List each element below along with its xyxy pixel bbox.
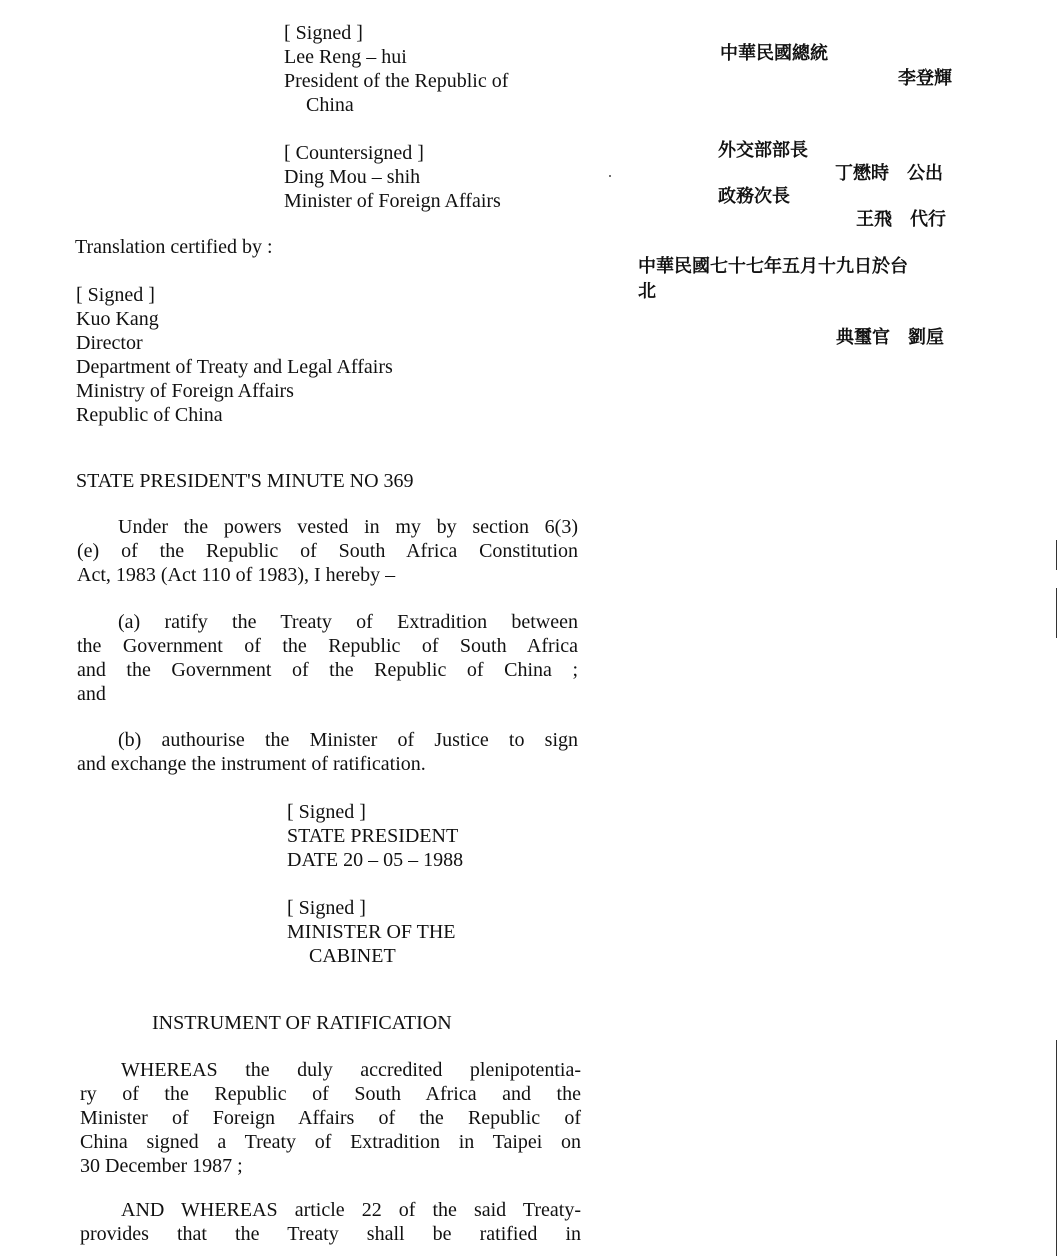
countersignature-block <box>284 141 501 213</box>
certifier-department: Department of Treaty and Legal Affairs <box>76 356 393 378</box>
signed-label: [ Signed ] <box>287 801 366 823</box>
text-line: 30 December 1987 ; <box>80 1155 243 1177</box>
text-line: provides that the Treaty shall be ratified in <box>80 1223 581 1245</box>
text-line: ry of the Republic of South Africa and the <box>80 1083 581 1105</box>
certifier-name: Kuo Kang <box>76 308 159 330</box>
text-line: (a) ratify the Treaty of Extradition between <box>118 611 578 633</box>
president-title-cont: China <box>306 94 354 116</box>
minister-name: Ding Mou – shih <box>284 166 421 188</box>
minister-title: Minister of Foreign Affairs <box>284 190 501 212</box>
text-line: and <box>77 683 106 705</box>
instrument-heading: INSTRUMENT OF RATIFICATION <box>152 1012 452 1034</box>
president-signature-block <box>284 21 508 117</box>
scan-edge-line <box>1056 540 1057 570</box>
signer-title: STATE PRESIDENT <box>287 825 459 847</box>
text-line: Act, 1983 (Act 110 of 1983), I hereby – <box>77 564 396 586</box>
text-line: (b) authourise the Minister of Justice to sign <box>118 729 578 751</box>
certifier-ministry: Ministry of Foreign Affairs <box>76 380 294 402</box>
president-name: Lee Reng – hui <box>284 46 407 68</box>
instrument-paragraph-2 <box>80 1198 581 1246</box>
text-line: WHEREAS the duly accredited plenipotentia- <box>121 1059 581 1081</box>
text-line: and exchange the instrument of ratification. <box>77 753 426 775</box>
minute-heading: STATE PRESIDENT'S MINUTE NO 369 <box>76 470 414 492</box>
zh-president-name: 李登輝 <box>898 68 952 89</box>
zh-date-line: 中華民國七十七年五月十九日於台 <box>638 256 908 277</box>
zh-seal-keeper: 典璽官 劉垕 <box>836 327 944 348</box>
zh-date-line-cont: 北 <box>638 281 656 302</box>
text-line: and the Government of the Republic of China ; <box>77 659 578 681</box>
certifier-title: Director <box>76 332 143 354</box>
signed-label: [ Signed ] <box>76 284 155 306</box>
zh-minister-name: 丁懋時 公出 <box>835 163 943 184</box>
certifier-country: Republic of China <box>76 404 223 426</box>
minute-item-b <box>77 728 578 776</box>
translation-certifier-block <box>76 283 393 427</box>
scan-edge-line <box>1056 588 1057 638</box>
scan-edge-line <box>1056 1040 1057 1256</box>
state-president-signature <box>287 800 463 872</box>
signer-title: MINISTER OF THE <box>287 921 456 943</box>
zh-minister-title: 外交部部長 <box>718 140 808 161</box>
signed-label: [ Signed ] <box>284 22 363 44</box>
text-line: the Government of the Republic of South Africa <box>77 635 578 657</box>
translation-label: Translation certified by : <box>75 236 273 258</box>
scan-speck <box>609 175 611 177</box>
president-title: President of the Republic of <box>284 70 509 92</box>
text-line: China signed a Treaty of Extradition in Taipei on <box>80 1131 581 1153</box>
zh-vice-title: 政務次長 <box>718 186 790 207</box>
text-line: Under the powers vested in my by section 6(3) <box>118 516 578 538</box>
signed-label: [ Signed ] <box>287 897 366 919</box>
minute-item-a <box>77 610 578 706</box>
zh-vice-name: 王飛 代行 <box>856 209 946 230</box>
text-line: Minister of Foreign Affairs of the Republic of <box>80 1107 581 1129</box>
text-line: AND WHEREAS article 22 of the said Treaty- <box>121 1199 581 1221</box>
zh-president-title: 中華民國總統 <box>720 43 828 64</box>
signer-title-cont: CABINET <box>309 945 396 967</box>
instrument-paragraph-1 <box>80 1058 581 1178</box>
minute-intro-paragraph <box>77 515 578 587</box>
text-line: (e) of the Republic of South Africa Constitution <box>77 540 578 562</box>
countersigned-label: [ Countersigned ] <box>284 142 424 164</box>
cabinet-minister-signature <box>287 896 456 968</box>
signature-date: DATE 20 – 05 – 1988 <box>287 849 464 871</box>
